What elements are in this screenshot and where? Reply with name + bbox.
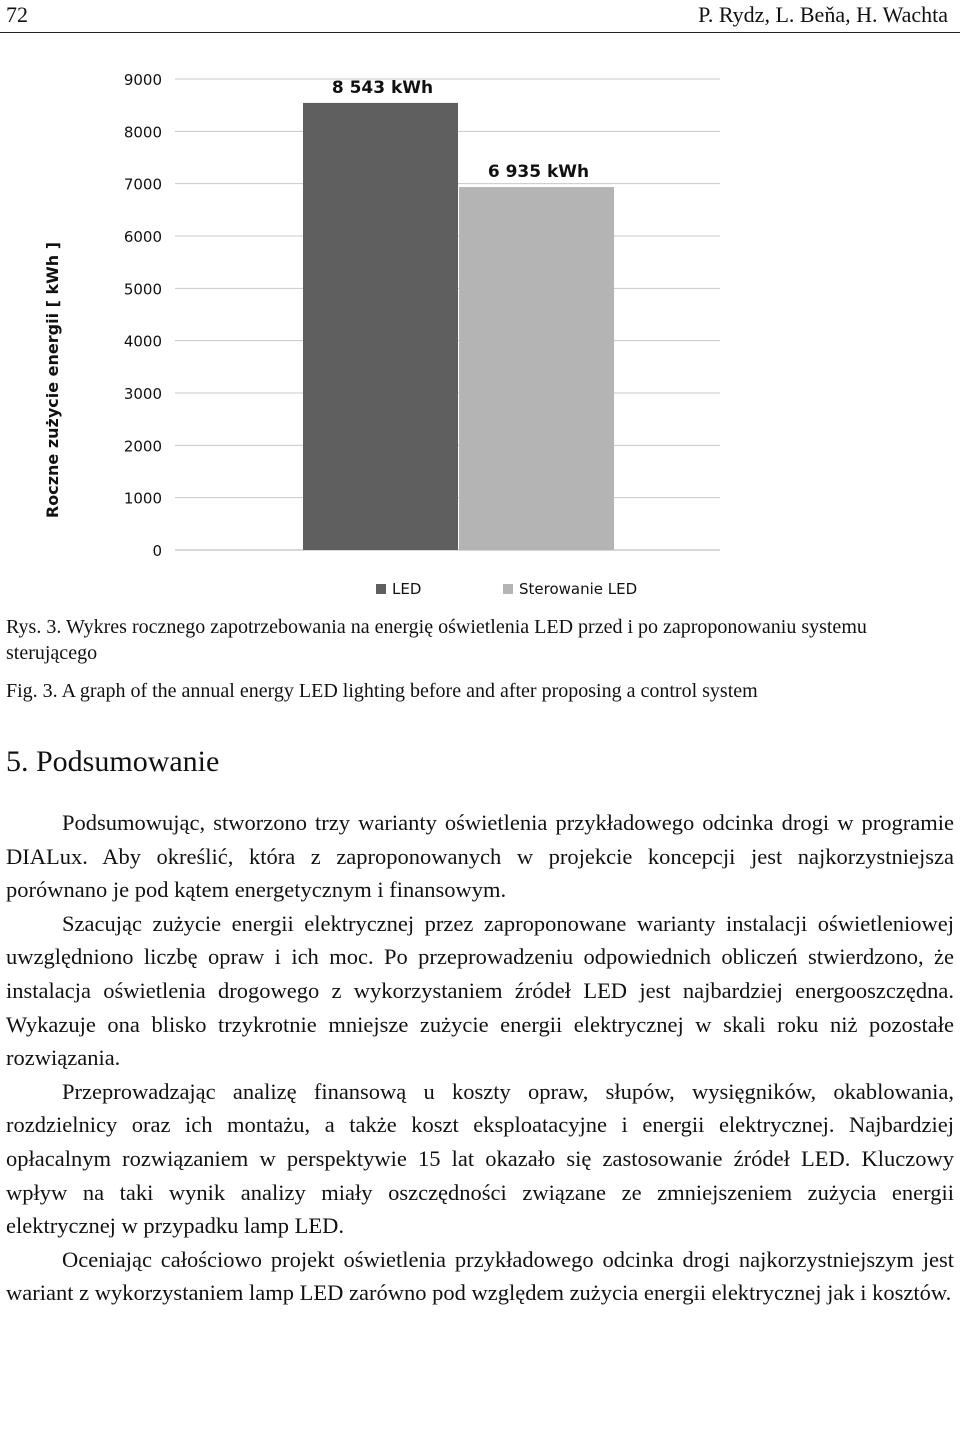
- y-axis-label: Roczne zużycie energii [ kWh ]: [43, 241, 62, 519]
- y-tick-label: 6000: [123, 228, 162, 246]
- y-tick-label: 9000: [123, 71, 162, 89]
- section-body: [6, 806, 954, 1310]
- legend-swatch: [503, 584, 513, 594]
- y-tick-label: 8000: [123, 123, 162, 142]
- legend-entry: Sterowanie LED: [519, 580, 638, 598]
- bar-sterowanie-led: [459, 187, 614, 550]
- legend-entry: LED: [392, 580, 422, 598]
- paragraph: Szacując zużycie energii elektrycznej przez zaproponowane warianty instalacji oświetleniowej uwzględniono liczbę opraw i ich moc. Po przeprowadzeniu odpowiednich obliczeń stwierdzono, że instalacja oświetlenia drogowego z wykorzystaniem źródeł LED jest najbardziej energooszczędna. Wykazuje ona blisko trzykrotnie mniejsze zużycie energii elektrycznej w skali roku niż pozostałe rozwiązania.: [6, 910, 954, 1071]
- bar-value-label: 6 935 kWh: [487, 162, 590, 183]
- page-number: 72: [6, 2, 28, 27]
- section-heading: 5. Podsumowanie: [6, 745, 220, 778]
- running-header-authors: P. Rydz, L. Beňa, H. Wachta: [698, 2, 948, 27]
- y-tick-label: 1000: [123, 489, 162, 508]
- y-tick-label: 5000: [123, 280, 162, 299]
- bar-led: [303, 103, 458, 550]
- paragraph: Przeprowadzając analizę finansową u koszty opraw, słupów, wysięgników, okablowania, rozdzielnicy oraz ich montażu, a także koszt eksploatacyjne i energii elektrycznej. Najbardziej opłacalnym rozwiązaniem w perspektywie 15 lat okazało się zastosowanie źródeł LED. Kluczowy wpływ na taki wynik analizy miały oszczędności związane ze zmniejszeniem zużycia energii elektrycznej w przypadku lamp LED.: [6, 1078, 954, 1239]
- y-tick-label: 7000: [123, 175, 162, 194]
- figure-caption-pl: Rys. 3. Wykres rocznego zapotrzebowania na energię oświetlenia LED przed i po zaproponowaniu systemu sterującego: [6, 616, 867, 664]
- legend-swatch: [376, 584, 386, 594]
- figure-caption-en: Fig. 3. A graph of the annual energy LED lighting before and after proposing a control system: [6, 680, 758, 702]
- y-tick-label: 0: [152, 542, 162, 560]
- paragraph: Oceniając całościowo projekt oświetlenia przykładowego odcinka drogi najkorzystniejszym jest wariant z wykorzystaniem lamp LED zarówno pod względem zużycia energii elektrycznej jak i kosztów.: [6, 1246, 954, 1306]
- chart-legend: [376, 580, 637, 598]
- y-tick-label: 3000: [123, 385, 162, 403]
- paragraph: Podsumowując, stworzono trzy warianty oświetlenia przykładowego odcinka drogi w programie DIALux. Aby określić, która z zaproponowanych w projekcie koncepcji jest najkorzystniejsza porównano je pod kątem energetycznym i finansowym.: [6, 810, 954, 903]
- energy-bar-chart: [0, 40, 960, 610]
- y-tick-label: 4000: [123, 332, 162, 351]
- running-header: [0, 0, 960, 33]
- y-axis-ticks: [124, 71, 162, 560]
- bar-value-label: 8 543 kWh: [331, 77, 434, 98]
- y-tick-label: 2000: [123, 437, 162, 456]
